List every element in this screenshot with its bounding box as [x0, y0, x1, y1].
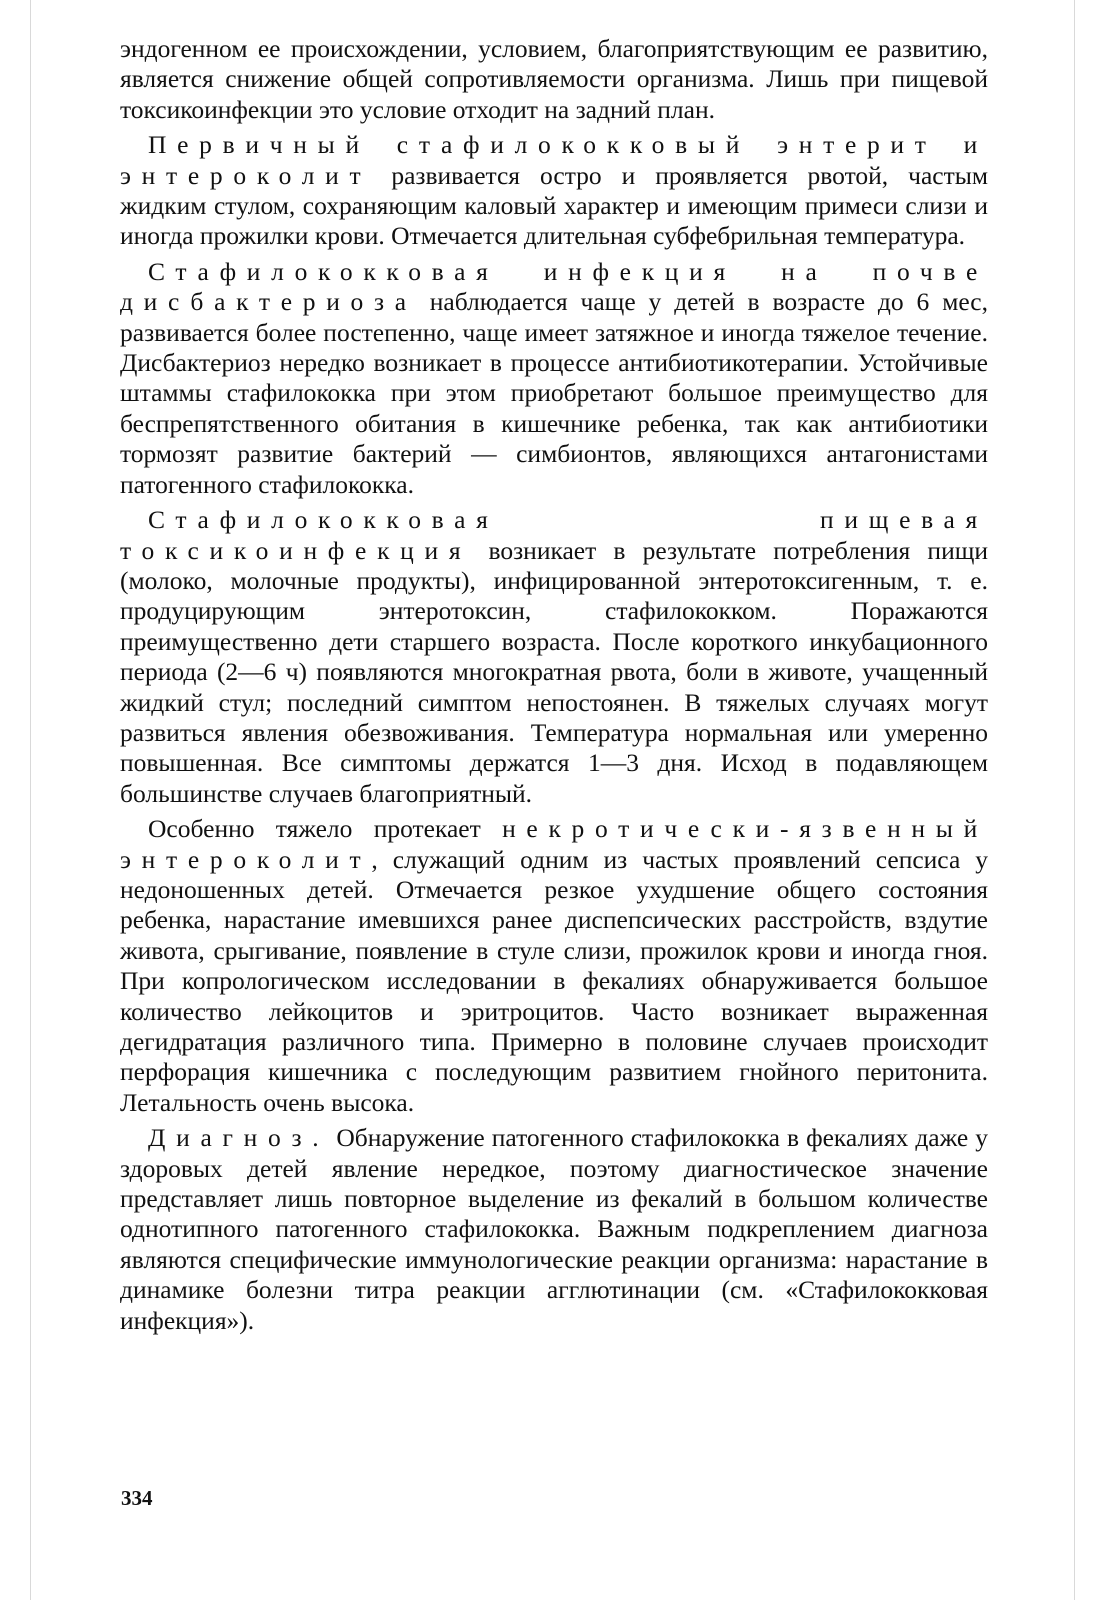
paragraph-diagnosis: [120, 1123, 988, 1336]
term-diagnosis: Диагноз.: [148, 1123, 330, 1153]
paragraph-necrotic-enterocolitis: [120, 814, 988, 1118]
body-text: [120, 34, 988, 1341]
paragraph-text: наблюдается чаще у детей в возрасте до 6 мес, развивается более постепенно, чаще имеет затяжное и иногда тяжелое течение. Дисбактериоз нередко возникает в процессе антибиотикотерапии. Устойчивые штаммы стафилококка при этом приобретают большое преимущество для беспрепятственного обитания в кишечнике ребенка, так как антибиотики тормозят развитие бактерий — симбионтов, являющихся антагонистами патогенного стафилококка.: [120, 287, 988, 499]
paragraph-text: , служащий одним из частых проявлений сепсиса у недоношенных детей. Отмечается резкое ухудшение общего состояния ребенка, нарастание имевшихся ранее диспепсических расстройств, вздутие живота, срыгивание, появление в стуле слизи, прожилок крови и иногда гноя. При копрологическом исследовании в фекалиях обнаруживается большое количество лейкоцитов и эритроцитов. Часто возникает выраженная дегидратация различного типа. Примерно в половине случаев происходит перфорация кишечника с последующим развитием гнойного перитонита. Летальность очень высока.: [120, 844, 988, 1117]
paragraph-continuation: [120, 34, 988, 125]
paragraph-text: эндогенном ее происхождении, условием, благоприятствующим ее развитию, является снижение общей сопротивляемости организма. Лишь при пищевой токсикоинфекции это условие отходит на задний план.: [120, 34, 988, 124]
paragraph-food-toxicoinfection: [120, 505, 988, 809]
paragraph-text: возникает в результате потребления пищи (молоко, молочные продукты), инфицированной энтеротоксигенным, т. е. продуцирующим энтеротоксин, стафилококком. Поражаются преимущественно дети старшего возраста. После короткого инкубационного периода (2—6 ч) появляются многократная рвота, боли в животе, учащенный жидкий стул; последний симптом непостоянен. В тяжелых случаях могут развиться явления обезвоживания. Температура нормальная или умеренно повышенная. Все симптомы держатся 1—3 дня. Исход в подавляющем большинстве случаев благоприятный.: [120, 535, 988, 808]
paragraph-text: Обнаружение патогенного стафилококка в фекалиях даже у здоровых детей явление нередкое, поэтому диагностическое значение представляет лишь повторное выделение из фекалий в большом количестве однотипного патогенного стафилококка. Важным подкреплением диагноза являются специфические иммунологические реакции организма: нарастание в динамике болезни титра реакции агглютинации (см. «Стафилококковая инфекция»).: [120, 1123, 988, 1335]
page-number: 334: [121, 1486, 153, 1510]
term-dysbacteriosis-infection: Стафилококковая инфекция на почве дисбактериоза: [120, 256, 988, 317]
term-necrotic-enterocolitis: некротически-язвенный энтероколит: [120, 814, 988, 874]
page-edge-left: [30, 0, 31, 1600]
paragraph-dysbacteriosis: [120, 257, 988, 500]
paragraph-text: Особенно тяжело протекает: [148, 814, 503, 844]
paragraph-text: развивается остро и проявляется рвотой, частым жидким стулом, сохраняющим каловый характер и имеющим примеси слизи и иногда прожилки крови. Отмечается длительная субфебрильная температура.: [120, 160, 988, 251]
term-food-toxicoinfection: Стафилококковая пищевая токсикоинфекция: [120, 505, 988, 565]
page-edge-right: [1074, 0, 1075, 1600]
term-primary-enteritis: Первичный стафилококковый энтерит и энтероколит: [120, 130, 988, 190]
paragraph-primary-enteritis: [120, 130, 988, 252]
